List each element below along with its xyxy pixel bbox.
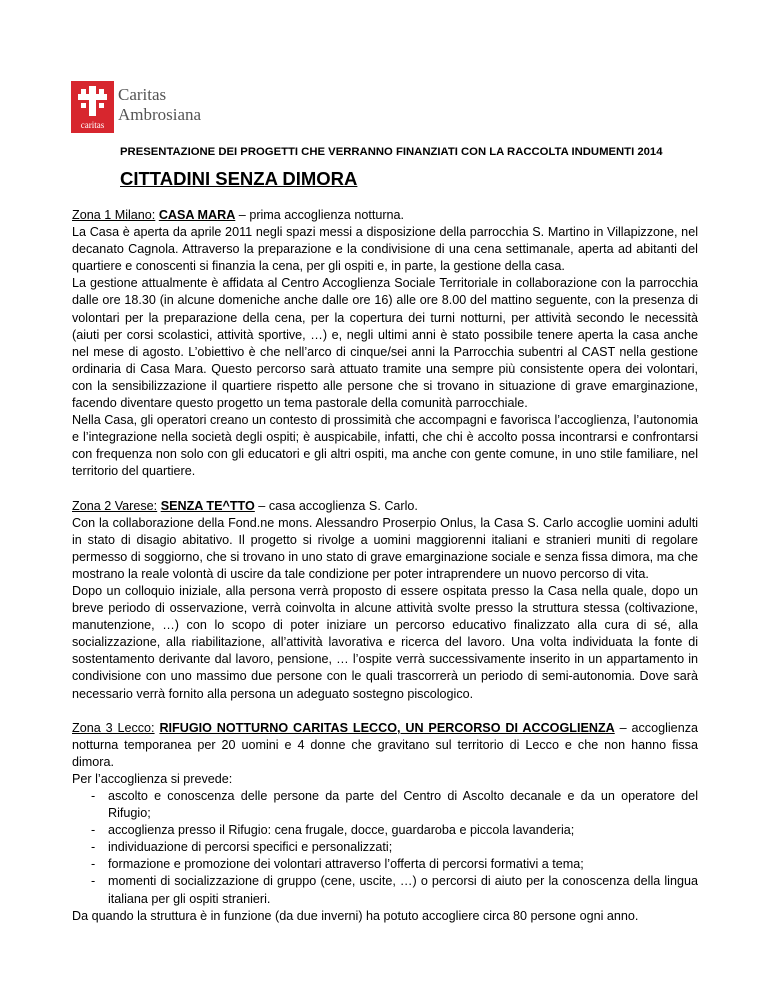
document-header: PRESENTAZIONE DEI PROGETTI CHE VERRANNO FINANZIATI CON LA RACCOLTA INDUMENTI 2014 [120, 146, 663, 158]
list-item: - momenti di socializzazione di gruppo (cene, uscite, …) o percorsi di aiuto per la conoscenza della lingua italiana per gli ospiti stranieri. [72, 873, 698, 907]
zona2-heading [72, 498, 698, 515]
zona2-name: SENZA TE^TTO [160, 498, 255, 513]
zona1-heading [72, 207, 698, 224]
list-item: - ascolto e conoscenza delle persone da parte del Centro di Ascolto decanale e da un operatore del Rifugio; [72, 788, 698, 822]
caritas-logo [71, 81, 241, 133]
zona2-subtitle: – casa accoglienza S. Carlo. [254, 498, 418, 513]
zona1-subtitle: – prima accoglienza notturna. [235, 208, 405, 222]
logo-line-2: Ambrosiana [118, 105, 202, 124]
zona1-label: Zona 1 Milano: [72, 208, 156, 222]
zona1-paragraph-3: Nella Casa, gli operatori creano un contesto di prossimità che accompagni e favorisca l’accoglienza, l’autonomia e l’integrazione nella società degli ospiti; è auspicabile, infatti, che chi è accolto possa incontrarsi e confrontarsi con frequenza non solo con gli educatori e gli altri ospiti, ma anche con gente comune, in uno stile familiare, nel territorio del quartiere. [72, 413, 698, 479]
zona3-subtitle: – accoglienza notturna temporanea per 20 uomini e 4 donne che gravitano sul territorio di Lecco e che non hanno fissa dimora. [72, 720, 698, 769]
zona2-paragraph-2: Dopo un colloquio iniziale, alla persona verrà proposto di essere ospitata presso la Casa nella quale, dopo un breve periodo di osservazione, verrà coinvolta in alcune attività svolte presso la struttura stessa (coltivazione, manutenzione, …) con lo scopo di poter iniziare un percorso educativo finalizzato alla cura di sé, alla socializzazione, alla riabilitazione, all’attività lavorativa e ricerca del lavoro. Una volta individuata la fonte di sostentamento derivante dal lavoro, pensione, … l’ospite verrà successivamente inserito in un appartamento in condivisione con uno massimo due persone con le quali trascorrerà un periodo di semi-autonomia. Dove sarà necessario verrà fornito alla persona un adeguato sostegno piscologico. [72, 583, 698, 701]
zona2-label: Zona 2 Varese: [72, 498, 158, 513]
logo-line-1: Caritas [118, 85, 167, 104]
zona1-paragraph-1: La Casa è aperta da aprile 2011 negli spazi messi a disposizione della parrocchia S. Martino in Villapizzone, nel decanato Cagnola. Attraverso la preparazione e la condivisione di una cena settimanale, aperta ad abitanti del quartiere e conoscenti si finanzia la cena, per gli ospiti e, in parte, la gestione della casa. [72, 225, 698, 274]
zona3-name: RIFUGIO NOTTURNO CARITAS LECCO, UN PERCORSO DI ACCOGLIENZA [159, 720, 615, 735]
document-body [72, 207, 698, 925]
zona3-intro: Per l’accoglienza si prevede: [72, 771, 233, 786]
zona3-closing: Da quando la struttura è in funzione (da due inverni) ha potuto accogliere circa 80 persone ogni anno. [72, 908, 639, 923]
zona1-name: CASA MARA [158, 208, 236, 222]
document-title: CITTADINI SENZA DIMORA [120, 168, 358, 189]
zona3-label: Zona 3 Lecco: [72, 720, 155, 735]
zona3-heading [72, 720, 698, 771]
logo-small-text: caritas [80, 120, 105, 130]
zona1-paragraph-2: La gestione attualmente è affidata al Centro Accoglienza Sociale Territoriale in collaborazione con la parrocchia dalle ore 18.30 (in alcune domeniche anche dalle ore 16) alle ore 8.00 del mattino seguente, con la presenza di volontari per la preparazione della cena, per la copertura dei turni notturni, per attività secondo le necessità (aiuti per corsi scolastici, attività sportive, …) e, negli ultimi anni è stato possibile tenere aperta la casa anche nel mese di agosto. L’obiettivo è che nell’arco di cinque/sei anni la Parrocchia subentri al CAST nella gestione ordinaria di Casa Mara. Questo percorso sarà attuato tramite una sempre più consistente opera dei volontari, con la sensibilizzazione il quartiere rispetto alle persone che si trovano in situazione di grave emarginazione, facendo diventare questo progetto un tema pastorale della comunità parrocchiale. [72, 276, 698, 411]
zona3-list [72, 788, 698, 908]
logo-text [118, 85, 201, 125]
list-item: - individuazione di percorsi specifici e personalizzati; [72, 839, 698, 856]
list-item: - formazione e promozione dei volontari attraverso l’offerta di percorsi formativi a tema; [72, 856, 698, 873]
cross-logo-icon [71, 81, 114, 133]
zona2-paragraph-1: Con la collaborazione della Fond.ne mons. Alessandro Proserpio Onlus, la Casa S. Carlo accoglie uomini adulti in stato di disagio abitativo. Il progetto si rivolge a uomini maggiorenni italiani e stranieri muniti di regolare permesso di soggiorno, che si trovano in uno stato di grave emarginazione sociale e senza fissa dimora, ma che mostrano la reale volontà di uscire da tale condizione per poter intraprendere un nuovo percorso di vita. [72, 515, 698, 581]
list-item: - accoglienza presso il Rifugio: cena frugale, docce, guardaroba e piccola lavanderia; [72, 822, 698, 839]
